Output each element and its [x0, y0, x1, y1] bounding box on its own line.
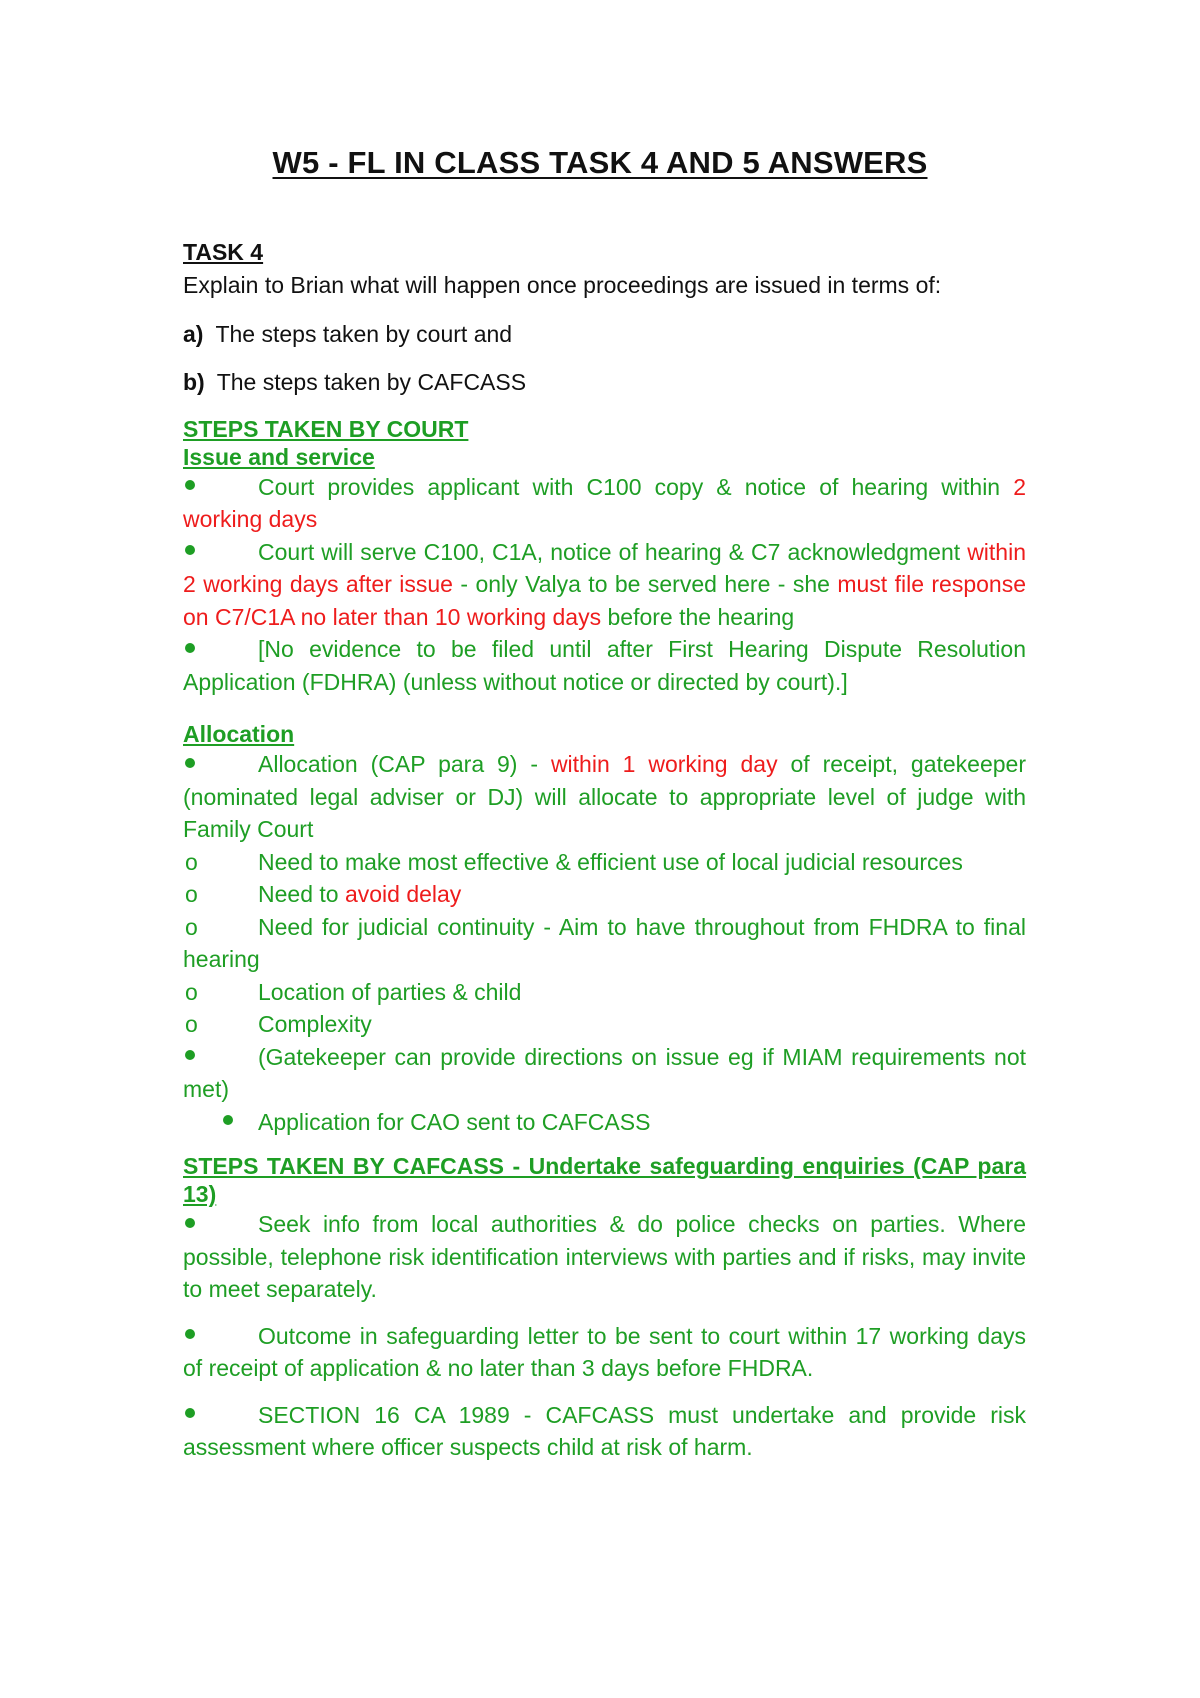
allocation-sub-5-text: Complexity [258, 1011, 372, 1037]
cafcass-bullet-3-text: SECTION 16 CA 1989 - CAFCASS must undertake and provide risk assessment where officer suspects child at risk of harm. [183, 1401, 1026, 1460]
bullet-icon [185, 643, 195, 653]
sub-bullet-marker: o [185, 913, 198, 940]
question-b-label: b) [183, 369, 205, 395]
allocation-bullet-1-text-1: Allocation (CAP para 9) - [258, 751, 551, 777]
allocation-bullet-1 [183, 748, 1026, 846]
question-a-label: a) [183, 320, 204, 347]
bullet-icon [185, 758, 195, 768]
sub-bullet-marker: o [185, 848, 198, 875]
document-title: W5 - FL IN CLASS TASK 4 AND 5 ANSWERS [272, 145, 928, 180]
question-a-text: The steps taken by court and [215, 320, 513, 347]
court-bullet-2-highlight-2: must file response on C7/C1A no later than 10 working days [183, 571, 1027, 630]
cafcass-bullet-2 [183, 1320, 1026, 1385]
court-bullet-1 [183, 471, 1026, 536]
allocation-heading: Allocation [183, 721, 295, 747]
task4-intro: Explain to Brian what will happen once proceedings are issued in terms of: [183, 272, 942, 298]
task4-heading: TASK 4 [183, 239, 264, 265]
cafcass-bullet-2-text: Outcome in safeguarding letter to be sent to court within 17 working days of receipt of application & no later than 3 days before FHDRA. [183, 1322, 1026, 1381]
court-bullet-3-text: [No evidence to be filed until after First Hearing Dispute Resolution Application (FDHRA) (unless without notice or directed by court).] [183, 636, 1026, 695]
allocation-sub-5 [183, 1008, 1026, 1041]
sub-bullet-marker: o [185, 881, 198, 907]
allocation-sub-1-text: Need to make most effective & efficient use of local judicial resources [258, 848, 963, 875]
court-bullet-2-highlight-1: within 2 working days after issue [183, 538, 1026, 597]
question-b-text: The steps taken by CAFCASS [216, 369, 527, 395]
bullet-icon [185, 1408, 195, 1418]
allocation-sub-2-text: Need to [258, 881, 345, 907]
issue-service-heading: Issue and service [183, 443, 375, 470]
cafcass-bullet-3 [183, 1399, 1026, 1464]
sub-bullet-marker: o [185, 1011, 198, 1037]
court-bullet-2 [183, 536, 1026, 634]
allocation-sub-1 [183, 846, 1026, 879]
sub-bullet-marker: o [185, 978, 198, 1005]
allocation-sub-3 [183, 911, 1026, 976]
cafcass-bullet-1 [183, 1208, 1026, 1306]
allocation-bullet-3-text: Application for CAO sent to CAFCASS [258, 1108, 651, 1135]
allocation-bullet-1-highlight: within 1 working day [550, 751, 778, 777]
question-a [183, 318, 1026, 351]
court-bullet-2-text-3: before the hearing [601, 603, 795, 630]
bullet-icon [185, 1329, 195, 1339]
allocation-bullet-2 [183, 1041, 1026, 1106]
bullet-icon [223, 1115, 233, 1125]
allocation-bullet-2-text: (Gatekeeper can provide directions on issue eg if MIAM requirements not met) [183, 1043, 1026, 1102]
court-bullet-3 [183, 633, 1026, 698]
document-body [183, 238, 1026, 1464]
bullet-icon [185, 1218, 195, 1228]
allocation-sub-4-text: Location of parties & child [258, 978, 522, 1005]
allocation-bullet-3 [183, 1106, 1026, 1139]
court-bullet-2-text-2: - only Valya to be served here - she [452, 571, 838, 597]
allocation-sub-2-highlight: avoid delay [344, 881, 462, 907]
court-heading: STEPS TAKEN BY COURT [183, 415, 469, 442]
allocation-bullet-1-text-2: of receipt, gatekeeper (nominated legal adviser or DJ) will allocate to appropriate level of judge with Family Court [183, 751, 1027, 842]
allocation-sub-2 [183, 878, 1026, 911]
bullet-icon [185, 545, 195, 555]
bullet-icon [185, 1050, 195, 1060]
allocation-sub-4 [183, 976, 1026, 1009]
allocation-sub-3-text: Need for judicial continuity - Aim to have throughout from FHDRA to final hearing [183, 913, 1026, 972]
bullet-icon [185, 480, 195, 490]
court-bullet-2-text-1: Court will serve C100, C1A, notice of hearing & C7 acknowledgment [258, 538, 968, 565]
court-bullet-1-highlight: 2 working days [183, 473, 1026, 532]
cafcass-bullet-1-text: Seek info from local authorities & do police checks on parties. Where possible, telephone risk identification interviews with parties and if risks, may invite to meet separately. [183, 1211, 1026, 1302]
court-bullet-1-text: Court provides applicant with C100 copy & notice of hearing within [258, 473, 1014, 500]
question-b [183, 366, 1026, 399]
cafcass-heading: STEPS TAKEN BY CAFCASS - Undertake safeguarding enquiries (CAP para 13) [183, 1153, 1026, 1207]
